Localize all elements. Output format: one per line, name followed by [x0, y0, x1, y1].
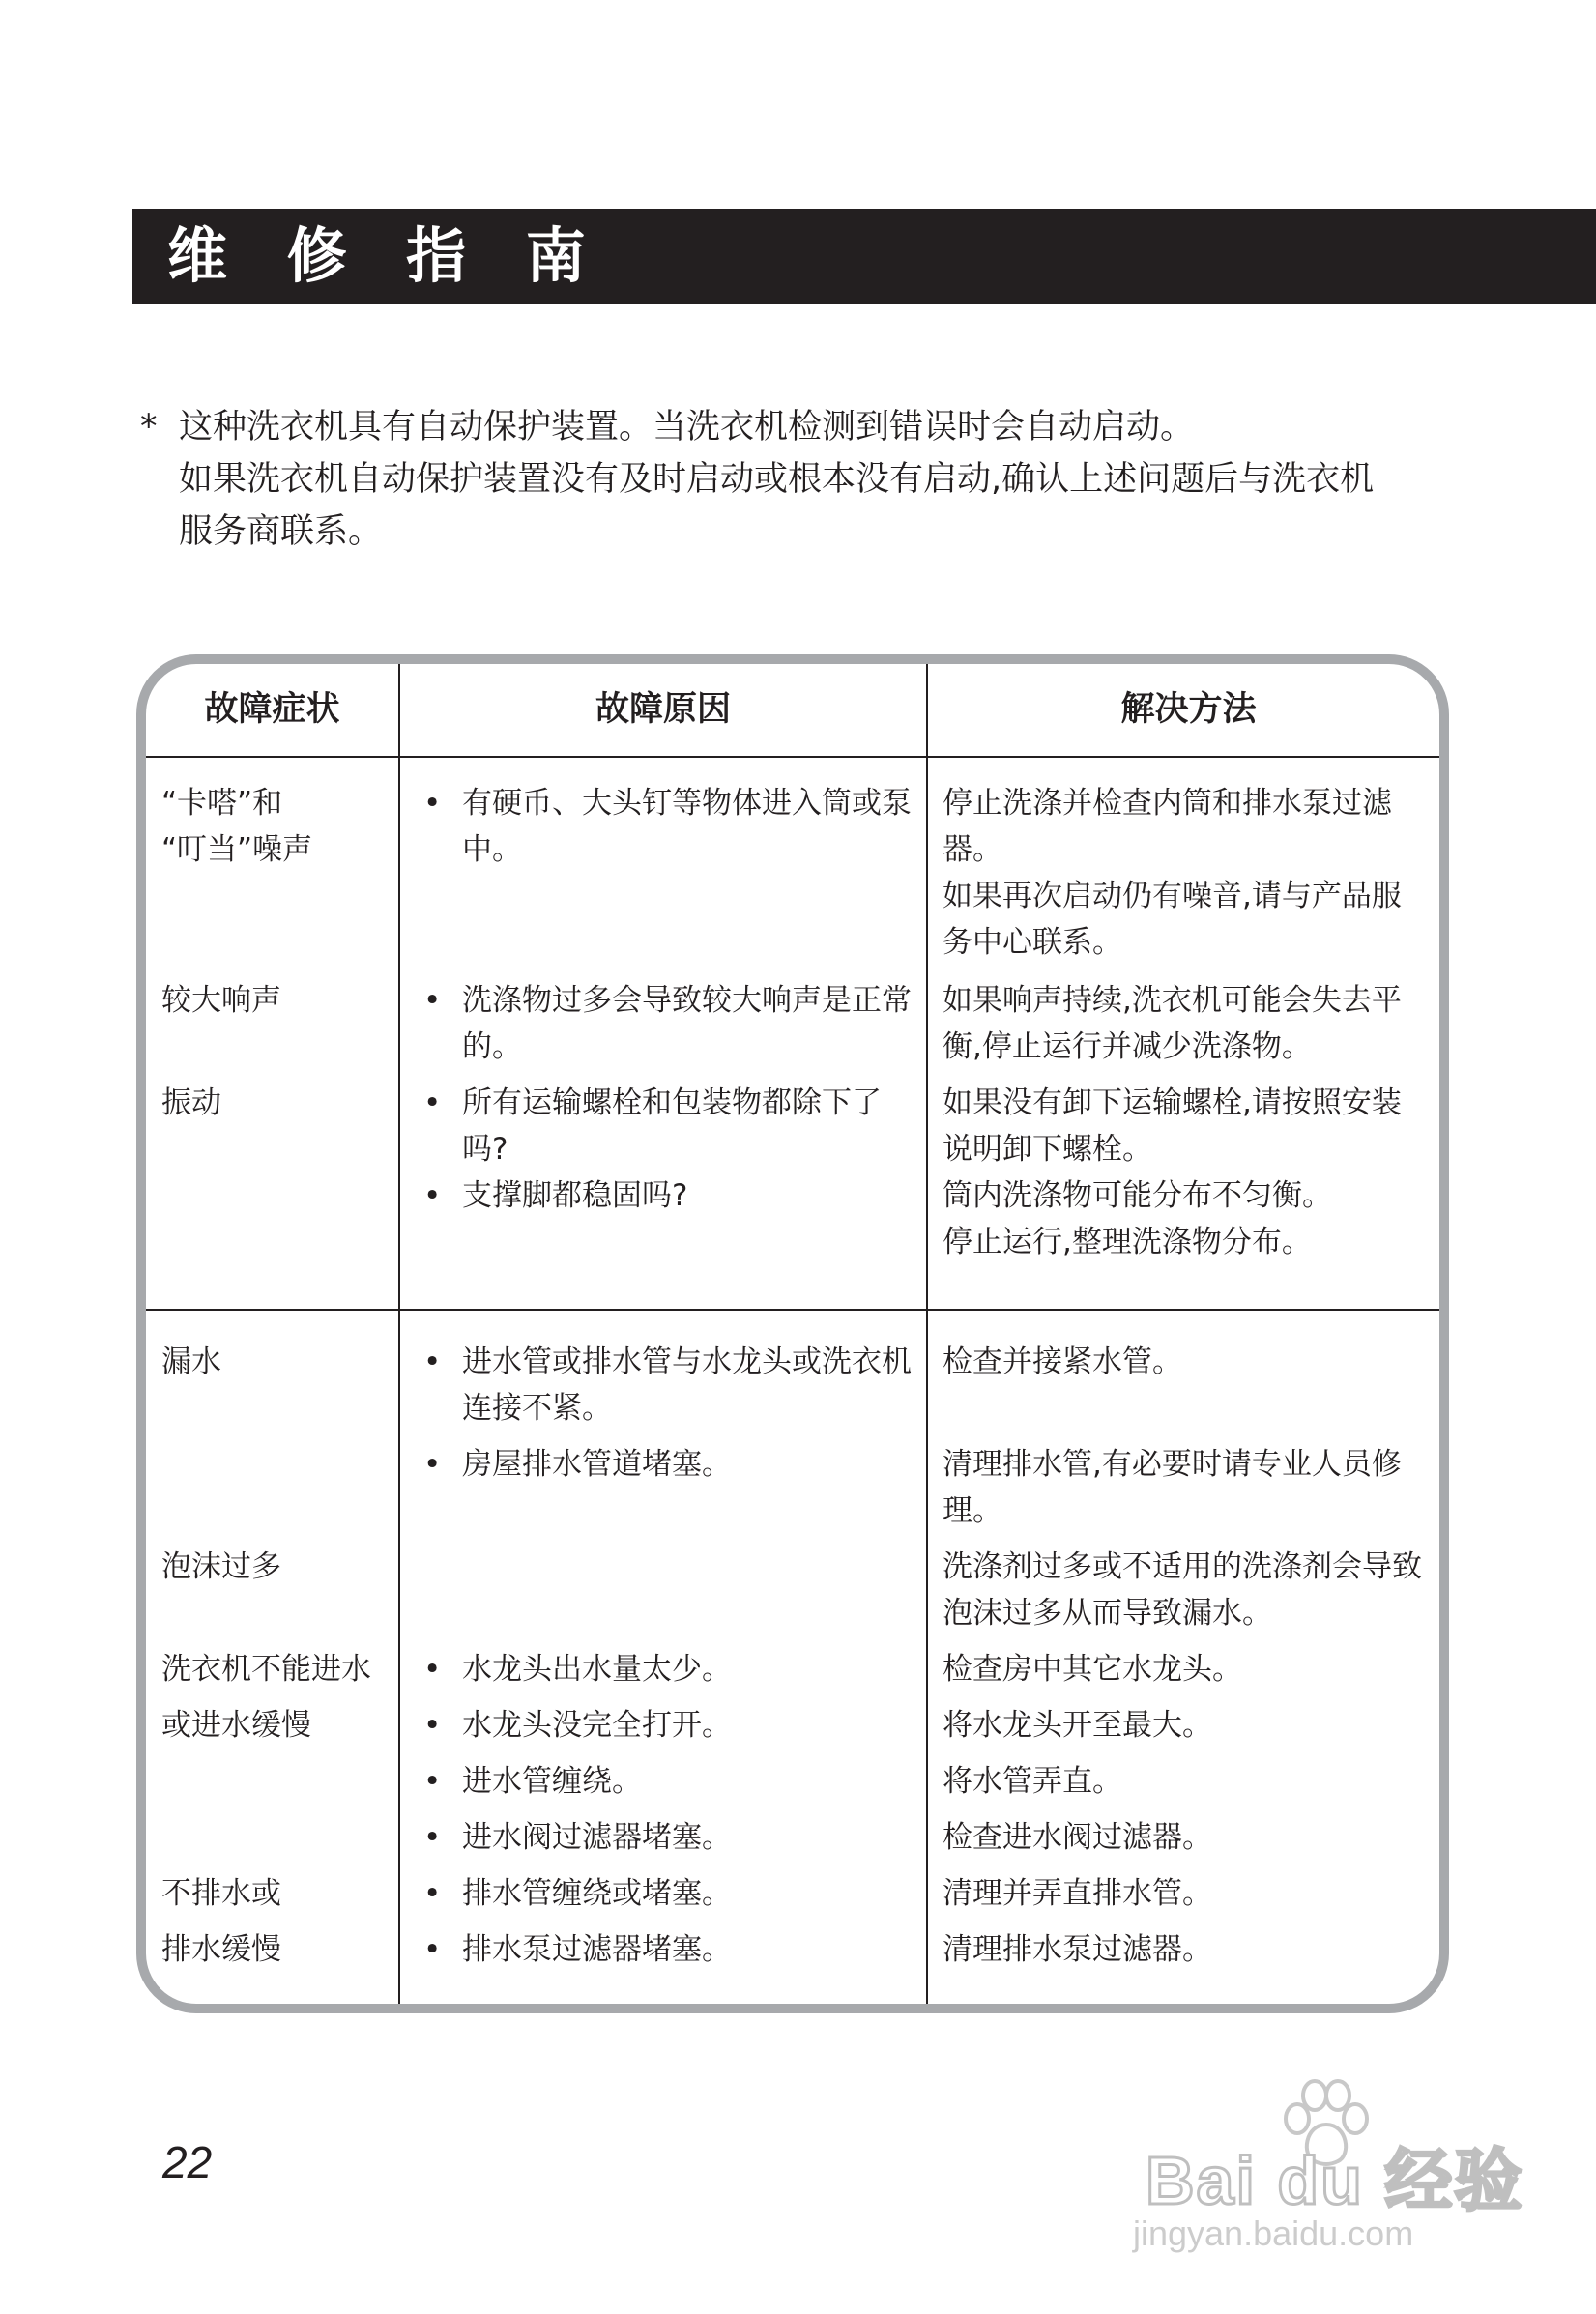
- solution-column: [943, 1339, 1431, 1996]
- cause-item: • 水龙头没完全打开。: [423, 1702, 912, 1749]
- solution: 如果再次启动仍有噪音,请与产品服务中心联系。: [943, 879, 1402, 960]
- bullet: •: [423, 1345, 442, 1379]
- cause-item: • 所有运输螺栓和包装物都除下了吗?: [423, 1080, 912, 1172]
- solution: 筒内洗涤物可能分布不匀衡。: [943, 1178, 1332, 1213]
- symptom: 较大响声: [161, 983, 281, 1018]
- solution-column: [943, 780, 1431, 1321]
- symptom: 或进水缓慢: [161, 1708, 311, 1743]
- column-divider: [926, 664, 928, 2004]
- cause-item: • 水龙头出水量太少。: [423, 1646, 912, 1692]
- symptom: “叮当”噪声: [161, 832, 313, 867]
- symptom: 排水缓慢: [161, 1932, 281, 1967]
- troubleshooting-table: [136, 654, 1449, 2013]
- solution: 将水管弄直。: [943, 1764, 1122, 1799]
- bullet: •: [423, 1932, 442, 1967]
- cause-item: • 洗涤物过多会导致较大响声是正常的。: [423, 977, 912, 1070]
- header-cause: 故障原因: [595, 690, 731, 729]
- page-title: 维 修 指 南: [167, 220, 605, 291]
- page-number: 22: [162, 2137, 213, 2187]
- cause-item: • 有硬币、大头钉等物体进入筒或泵中。: [423, 780, 912, 873]
- cause-item: • 排水管缠绕或堵塞。: [423, 1870, 912, 1917]
- solution: 清理排水泵过滤器。: [943, 1932, 1212, 1967]
- solution: 检查进水阀过滤器。: [943, 1820, 1212, 1855]
- cause-item: • 进水阀过滤器堵塞。: [423, 1814, 912, 1861]
- bullet: •: [423, 983, 442, 1018]
- intro-line: 这种洗衣机具有自动保护装置。当洗衣机检测到错误时会自动启动。: [179, 408, 1195, 447]
- note-marker: *: [140, 408, 158, 447]
- title-bar: [132, 209, 1596, 304]
- cause-item: • 支撑脚都稳固吗?: [423, 1172, 912, 1219]
- intro-line: 服务商联系。: [179, 512, 383, 551]
- solution: 停止洗涤并检查内筒和排水泵过滤器。: [943, 786, 1392, 867]
- header-symptom: 故障症状: [204, 690, 340, 729]
- bullet: •: [423, 1085, 442, 1120]
- symptom: 振动: [161, 1085, 221, 1120]
- cause-column: [423, 1339, 912, 1996]
- cause-item: • 排水泵过滤器堵塞。: [423, 1926, 912, 1973]
- cause-item: • 进水管缠绕。: [423, 1758, 912, 1805]
- column-divider: [398, 664, 400, 2004]
- symptom: 泡沫过多: [161, 1549, 281, 1584]
- bullet: •: [423, 1447, 442, 1482]
- bullet: •: [423, 1708, 442, 1743]
- solution: 如果响声持续,洗衣机可能会失去平衡,停止运行并减少洗涤物。: [943, 983, 1402, 1064]
- solution: 检查房中其它水龙头。: [943, 1652, 1242, 1687]
- bullet: •: [423, 1652, 442, 1687]
- header-solution: 解决方法: [1120, 690, 1257, 729]
- solution: 停止运行,整理洗涤物分布。: [943, 1225, 1312, 1259]
- symptom: “卡嗒”和: [161, 786, 283, 821]
- solution: 洗涤剂过多或不适用的洗涤剂会导致泡沫过多从而导致漏水。: [943, 1549, 1422, 1631]
- solution: 如果没有卸下运输螺栓,请按照安装说明卸下螺栓。: [943, 1085, 1402, 1167]
- bullet: •: [423, 1820, 442, 1855]
- watermark-logo: Bai du 经验: [1146, 2143, 1524, 2218]
- solution: 清理并弄直排水管。: [943, 1876, 1212, 1911]
- watermark-url: jingyan.baidu.com: [1133, 2213, 1414, 2253]
- bullet: •: [423, 1764, 442, 1799]
- cause-column: [423, 780, 912, 1321]
- solution: 清理排水管,有必要时请专业人员修理。: [943, 1447, 1402, 1528]
- symptom: 洗衣机不能进水: [161, 1652, 371, 1687]
- symptom-column: [161, 780, 393, 1321]
- solution: 检查并接紧水管。: [943, 1345, 1182, 1379]
- symptom-column: [161, 1339, 393, 1996]
- intro-note: [140, 401, 1494, 558]
- symptom: 不排水或: [161, 1876, 281, 1911]
- bullet: •: [423, 1876, 442, 1911]
- cause-item: • 进水管或排水管与水龙头或洗衣机连接不紧。: [423, 1339, 912, 1432]
- bullet: •: [423, 1178, 442, 1213]
- header-divider: [146, 756, 1439, 758]
- bullet: •: [423, 786, 442, 821]
- cause-item: • 房屋排水管道堵塞。: [423, 1441, 912, 1488]
- intro-line: 如果洗衣机自动保护装置没有及时启动或根本没有启动,确认上述问题后与洗衣机: [179, 460, 1375, 499]
- solution: 将水龙头开至最大。: [943, 1708, 1212, 1743]
- symptom: 漏水: [161, 1345, 221, 1379]
